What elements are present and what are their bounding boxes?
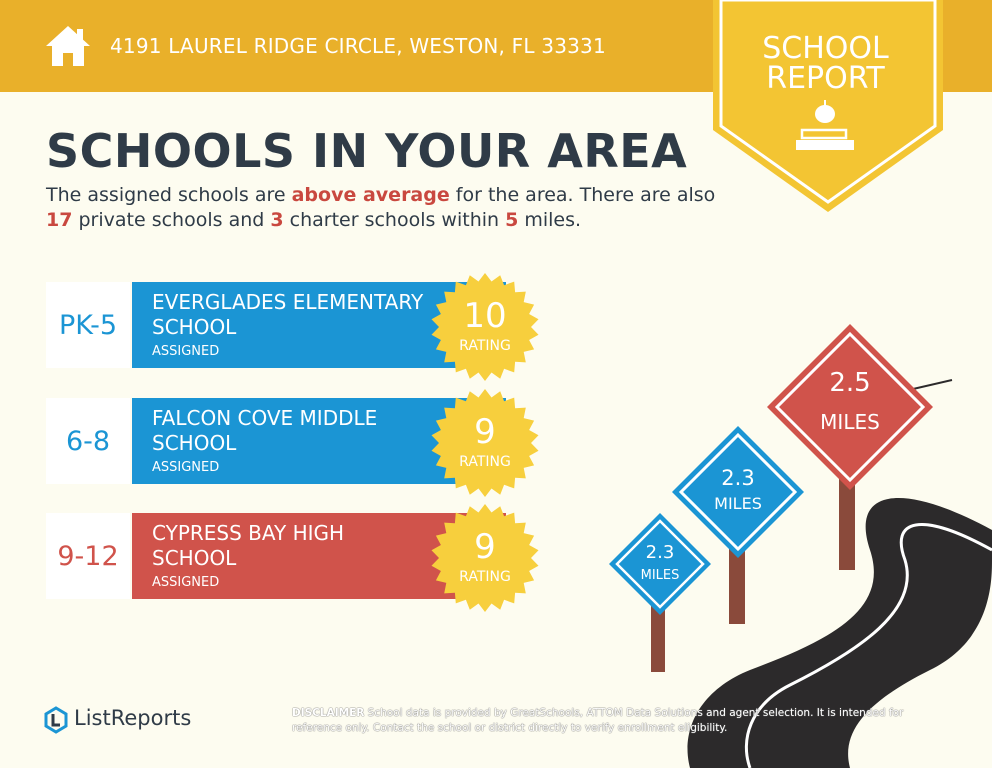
rating-value: 10 [463, 296, 507, 336]
school-name: EVERGLADES ELEMENTARY SCHOOL [152, 290, 424, 339]
intro-part: private schools and [72, 209, 271, 231]
intro-part: The assigned schools are [46, 184, 292, 206]
intro-highlight: above average [291, 184, 450, 206]
disclaimer-label: DISCLAIMER [292, 707, 365, 719]
rating-value: 9 [474, 412, 496, 452]
rating-value: 9 [474, 527, 496, 567]
sign-value: 2.3 [721, 466, 755, 490]
distance-sign-elementary [607, 511, 713, 617]
badge-line-1: SCHOOL [762, 31, 889, 66]
sign-value: 2.5 [829, 368, 871, 398]
sign-unit: MILES [714, 494, 762, 513]
rating-label: RATING [459, 454, 511, 470]
school-name: FALCON COVE MIDDLE SCHOOL [152, 406, 378, 455]
intro-part: charter schools within [283, 209, 506, 231]
disclaimer-text: School data is provided by GreatSchools, ATTOM Data Solutions and agent selection. It is intended for reference only. Contact the school or district directly to verify enrollment eligibility. [292, 707, 904, 734]
badge-line-2: REPORT [766, 61, 885, 96]
assigned-label: ASSIGNED [152, 460, 220, 475]
rating-label: RATING [459, 338, 511, 354]
school-row-elementary [46, 282, 511, 368]
grade-range: 6-8 [46, 398, 130, 484]
rating-label: RATING [459, 569, 511, 585]
home-icon [44, 22, 92, 70]
school-row-middle [46, 398, 511, 484]
intro-highlight: 5 [505, 209, 519, 231]
sign-value: 2.3 [645, 542, 675, 563]
intro-part: for the area. There are also [449, 184, 716, 206]
disclaimer [292, 706, 952, 736]
listreports-logo-icon [44, 706, 68, 734]
intro-part: miles. [518, 209, 582, 231]
school-row-high [46, 513, 511, 599]
assigned-label: ASSIGNED [152, 575, 220, 590]
sign-unit: MILES [820, 410, 880, 434]
intro-highlight: 17 [46, 209, 73, 231]
assigned-label: ASSIGNED [152, 344, 220, 359]
grade-range: 9-12 [46, 513, 130, 599]
badge-title [713, 31, 938, 96]
sign-unit: MILES [640, 568, 680, 583]
intro-text [46, 183, 726, 233]
school-name: CYPRESS BAY HIGH SCHOOL [152, 521, 345, 570]
grade-range: PK-5 [46, 282, 130, 368]
property-address: 4191 LAUREL RIDGE CIRCLE, WESTON, FL 33331 [110, 34, 606, 58]
intro-highlight: 3 [270, 209, 284, 231]
listreports-logo-text: ListReports [74, 706, 192, 730]
page-title: SCHOOLS IN YOUR AREA [46, 124, 688, 178]
apple-books-icon [790, 98, 860, 158]
